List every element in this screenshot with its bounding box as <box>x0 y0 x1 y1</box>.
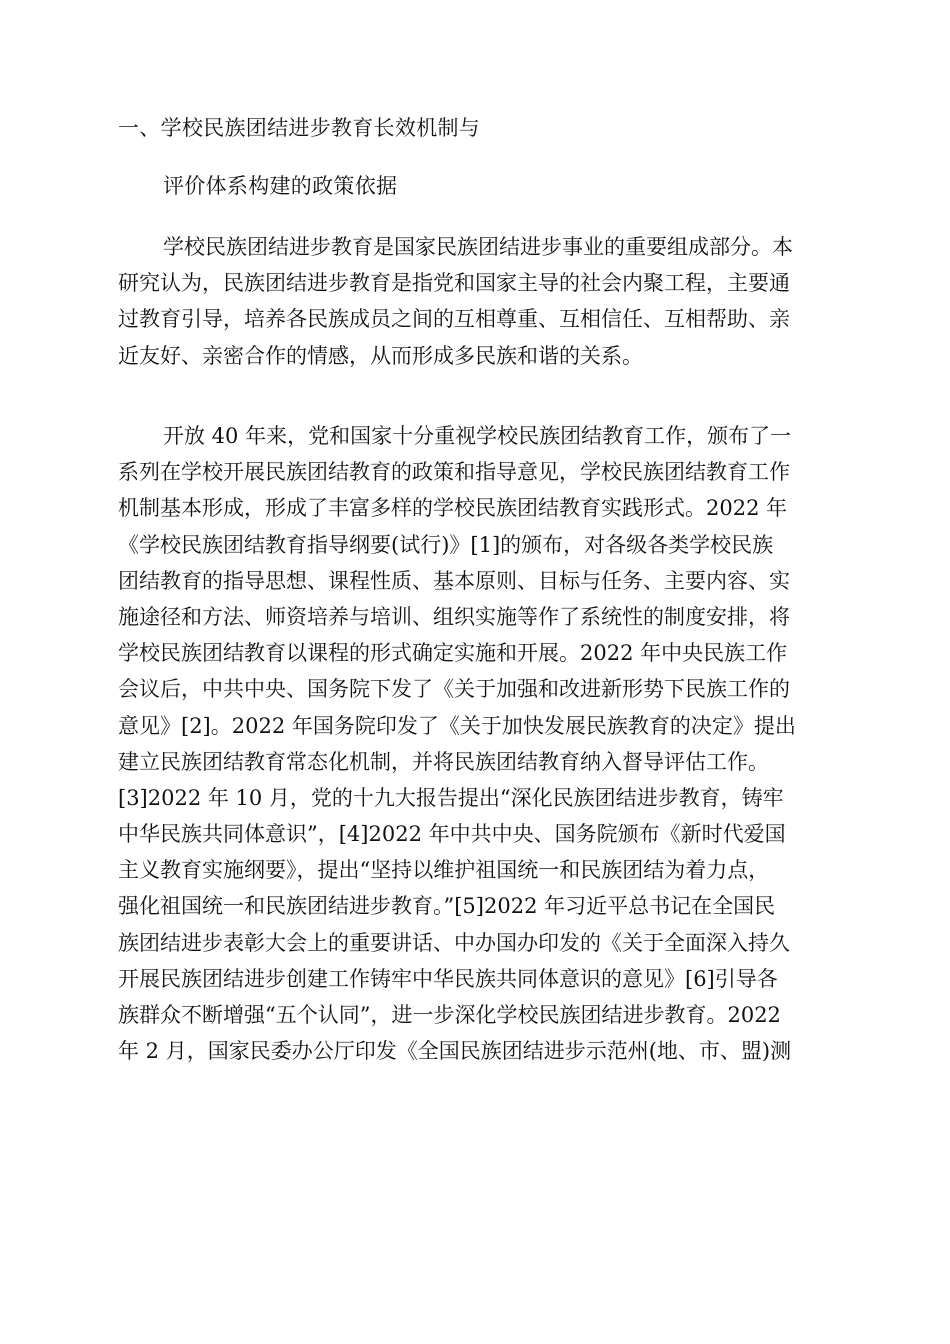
paragraph-2-line: 《学校民族团结教育指导纲要(试行)》[1]的颁布，对各级各类学校民族 <box>118 532 774 557</box>
paragraph-1-line: 学校民族团结进步教育是国家民族团结进步事业的重要组成部分。本 <box>163 235 793 259</box>
paragraph-2-line: 团结教育的指导思想、课程性质、基本原则、目标与任务、主要内容、实 <box>118 568 790 593</box>
paragraph-2 <box>118 418 796 1069</box>
paragraph-2-line: 开展民族团结进步创建工作铸牢中华民族共同体意识的意见》[6]引导各 <box>118 966 778 991</box>
paragraph-2-line: 机制基本形成，形成了丰富多样的学校民族团结教育实践形式。2022 年 <box>118 496 788 521</box>
paragraph-2-line: 开放 40 年来，党和国家十分重视学校民族团结教育工作，颁布了一 <box>163 424 792 448</box>
paragraph-1-line: 研究认为，民族团结进步教育是指党和国家主导的社会内聚工程，主要通 <box>118 271 790 296</box>
paragraph-2-line: [3]2022 年 10 月，党的十九大报告提出“深化民族团结进步教育，铸牢 <box>118 785 784 810</box>
paragraph-2-line: 主义教育实施纲要》，提出“坚持以维护祖国统一和民族团结为着力点， <box>118 858 770 883</box>
paragraph-1-line: 过教育引导，培养各民族成员之间的互相尊重、互相信任、互相帮助、亲 <box>118 307 790 332</box>
section-heading-line-2: 评价体系构建的政策依据 <box>163 174 398 198</box>
paragraph-2-line: 会议后，中共中央、国务院下发了《关于加强和改进新形势下民族工作的 <box>118 677 790 702</box>
paragraph-2-line: 中华民族共同体意识”，[4]2022 年中共中央、国务院颁布《新时代爱国 <box>118 822 786 847</box>
paragraph-2-line: 意见》[2]。2022 年国务院印发了《关于加快发展民族教育的决定》提出 <box>118 713 796 738</box>
paragraph-2-line: 系列在学校开展民族团结教育的政策和指导意见，学校民族团结教育工作 <box>118 460 790 485</box>
paragraph-2-line: 强化祖国统一和民族团结进步教育。”[5]2022 年习近平总书记在全国民 <box>118 894 776 919</box>
section-heading-line-1: 一、学校民族团结进步教育长效机制与 <box>118 116 481 140</box>
paragraph-2-line: 施途径和方法、师资培养与培训、组织实施等作了系统性的制度安排，将 <box>118 604 790 629</box>
paragraph-2-line: 年 2 月，国家民委办公厅印发《全国民族团结进步示范州(地、市、盟)测 <box>118 1039 792 1064</box>
paragraph-2-line: 学校民族团结教育以课程的形式确定实施和开展。2022 年中央民族工作 <box>118 641 788 666</box>
paragraph-2-line: 建立民族团结教育常态化机制，并将民族团结教育纳入督导评估工作。 <box>118 749 769 774</box>
paragraph-2-line: 族团结进步表彰大会上的重要讲话、中办国办印发的《关于全面深入持久 <box>118 930 790 955</box>
paragraph-1-line: 近友好、亲密合作的情感，从而形成多民族和谐的关系。 <box>118 343 643 368</box>
paragraph-1 <box>118 229 793 374</box>
paragraph-2-line: 族群众不断增强“五个认同”，进一步深化学校民族团结进步教育。2022 <box>118 1003 781 1027</box>
